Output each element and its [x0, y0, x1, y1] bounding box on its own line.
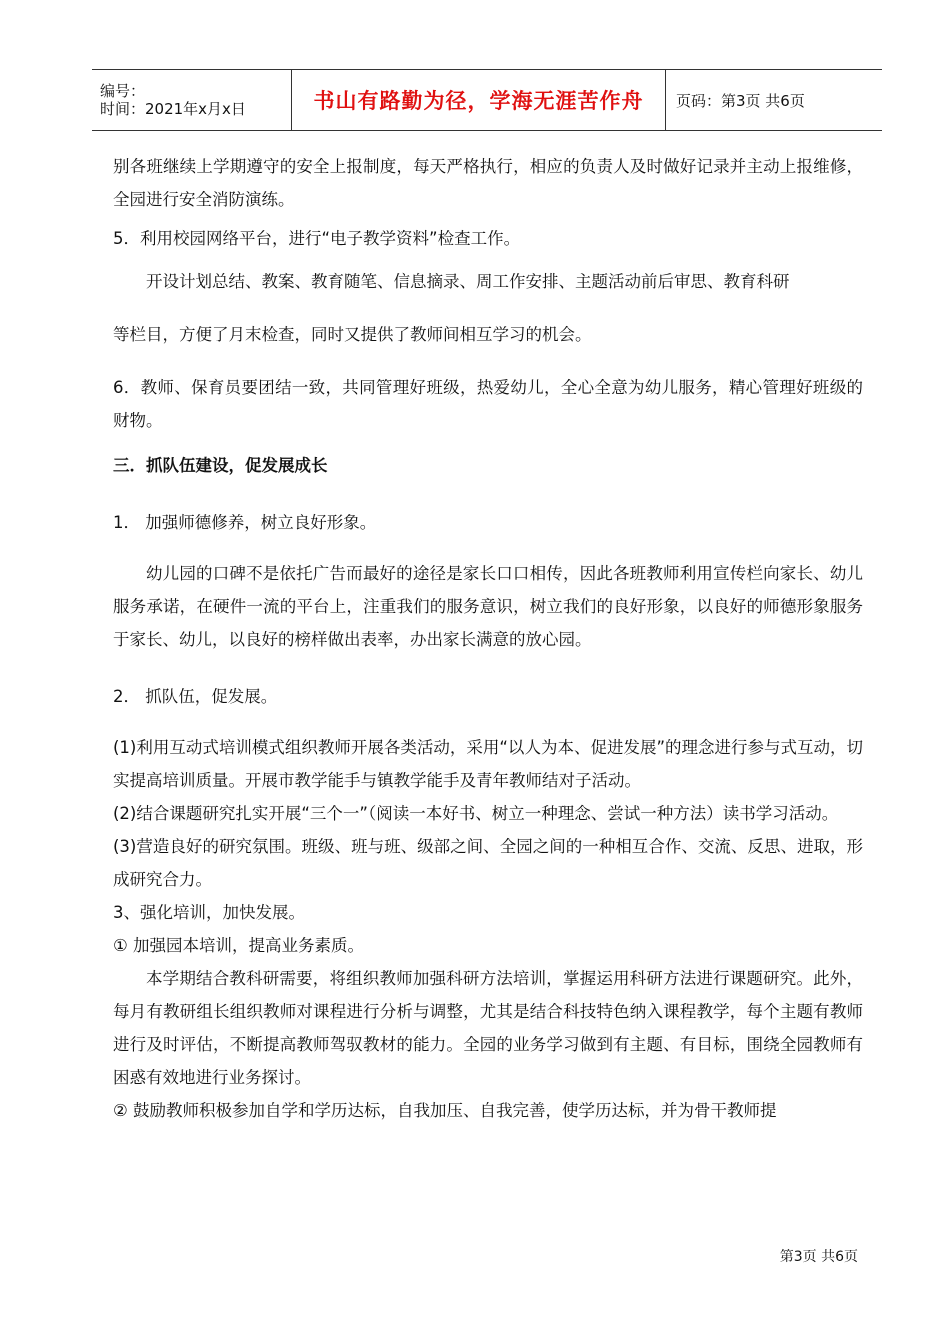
header-page-cell [666, 70, 882, 130]
paragraph: ① 加强园本培训，提高业务素质。 [113, 936, 365, 955]
paragraph: 幼儿园的口碑不是依托广告而最好的途径是家长口口相传，因此各班教师利用宣传栏向家长、幼儿服务承诺，在硬件一流的平台上，注重我们的服务意识，树立我们的良好形象，以良好的师德形象服务于家长、幼儿，以良好的榜样做出表率，办出家长满意的放心园。 [113, 564, 863, 649]
header-page-info: 页码：第3页 共6页 [676, 91, 805, 110]
paragraph: 本学期结合教科研需要，将组织教师加强科研方法培训，掌握运用科研方法进行课题研究。此外，每月有教研组长组织教师对课程进行分析与调整，尤其是结合科技特色纳入课程教学，每个主题有教师进行及时评估，不断提高教师驾驭教材的能力。全园的业务学习做到有主题、有目标，围绕全园教师有困惑有效地进行业务探讨。 [113, 969, 863, 1087]
document-body [113, 150, 863, 1127]
paragraph: 开设计划总结、教案、教育随笔、信息摘录、周工作安排、主题活动前后审思、教育科研 [146, 272, 790, 291]
paragraph: 1． 加强师德修养，树立良好形象。 [113, 513, 377, 532]
motto: 书山有路勤为径，学海无涯苦作舟 [313, 89, 644, 113]
header-motto-cell [292, 70, 666, 130]
header-table [92, 69, 882, 131]
paragraph: 等栏目，方便了月末检查，同时又提供了教师间相互学习的机会。 [113, 325, 592, 344]
page-footer: 第3页 共6页 [779, 1249, 858, 1265]
paragraph: 2． 抓队伍，促发展。 [113, 687, 278, 706]
paragraph: (2)结合课题研究扎实开展“三个一”（阅读一本好书、树立一种理念、尝试一种方法）读书学习活动。 [113, 804, 839, 823]
section-heading: 三．抓队伍建设，促发展成长 [113, 456, 328, 475]
paragraph: 3、强化培训，加快发展。 [113, 903, 305, 922]
paragraph: ② 鼓励教师积极参加自学和学历达标，自我加压、自我完善，使学历达标，并为骨干教师提 [113, 1101, 777, 1120]
paragraph: 6．教师、保育员要团结一致，共同管理好班级，热爱幼儿，全心全意为幼儿服务，精心管理好班级的财物。 [113, 378, 863, 430]
paragraph: (3)营造良好的研究氛围。班级、班与班、级部之间、全园之间的一种相互合作、交流、反思、进取，形成研究合力。 [113, 837, 863, 889]
time-label: 时间：2021年x月x日 [100, 100, 246, 118]
number-label: 编号： [100, 82, 146, 100]
paragraph: (1)利用互动式培训模式组织教师开展各类活动，采用“以人为本、促进发展”的理念进行参与式互动，切实提高培训质量。开展市教学能手与镇教学能手及青年教师结对子活动。 [113, 738, 863, 790]
paragraph: 别各班继续上学期遵守的安全上报制度，每天严格执行，相应的负责人及时做好记录并主动上报维修，全园进行安全消防演练。 [113, 157, 863, 209]
paragraph: 5．利用校园网络平台，进行“电子教学资料”检查工作。 [113, 229, 521, 248]
header-left-cell [92, 70, 292, 130]
